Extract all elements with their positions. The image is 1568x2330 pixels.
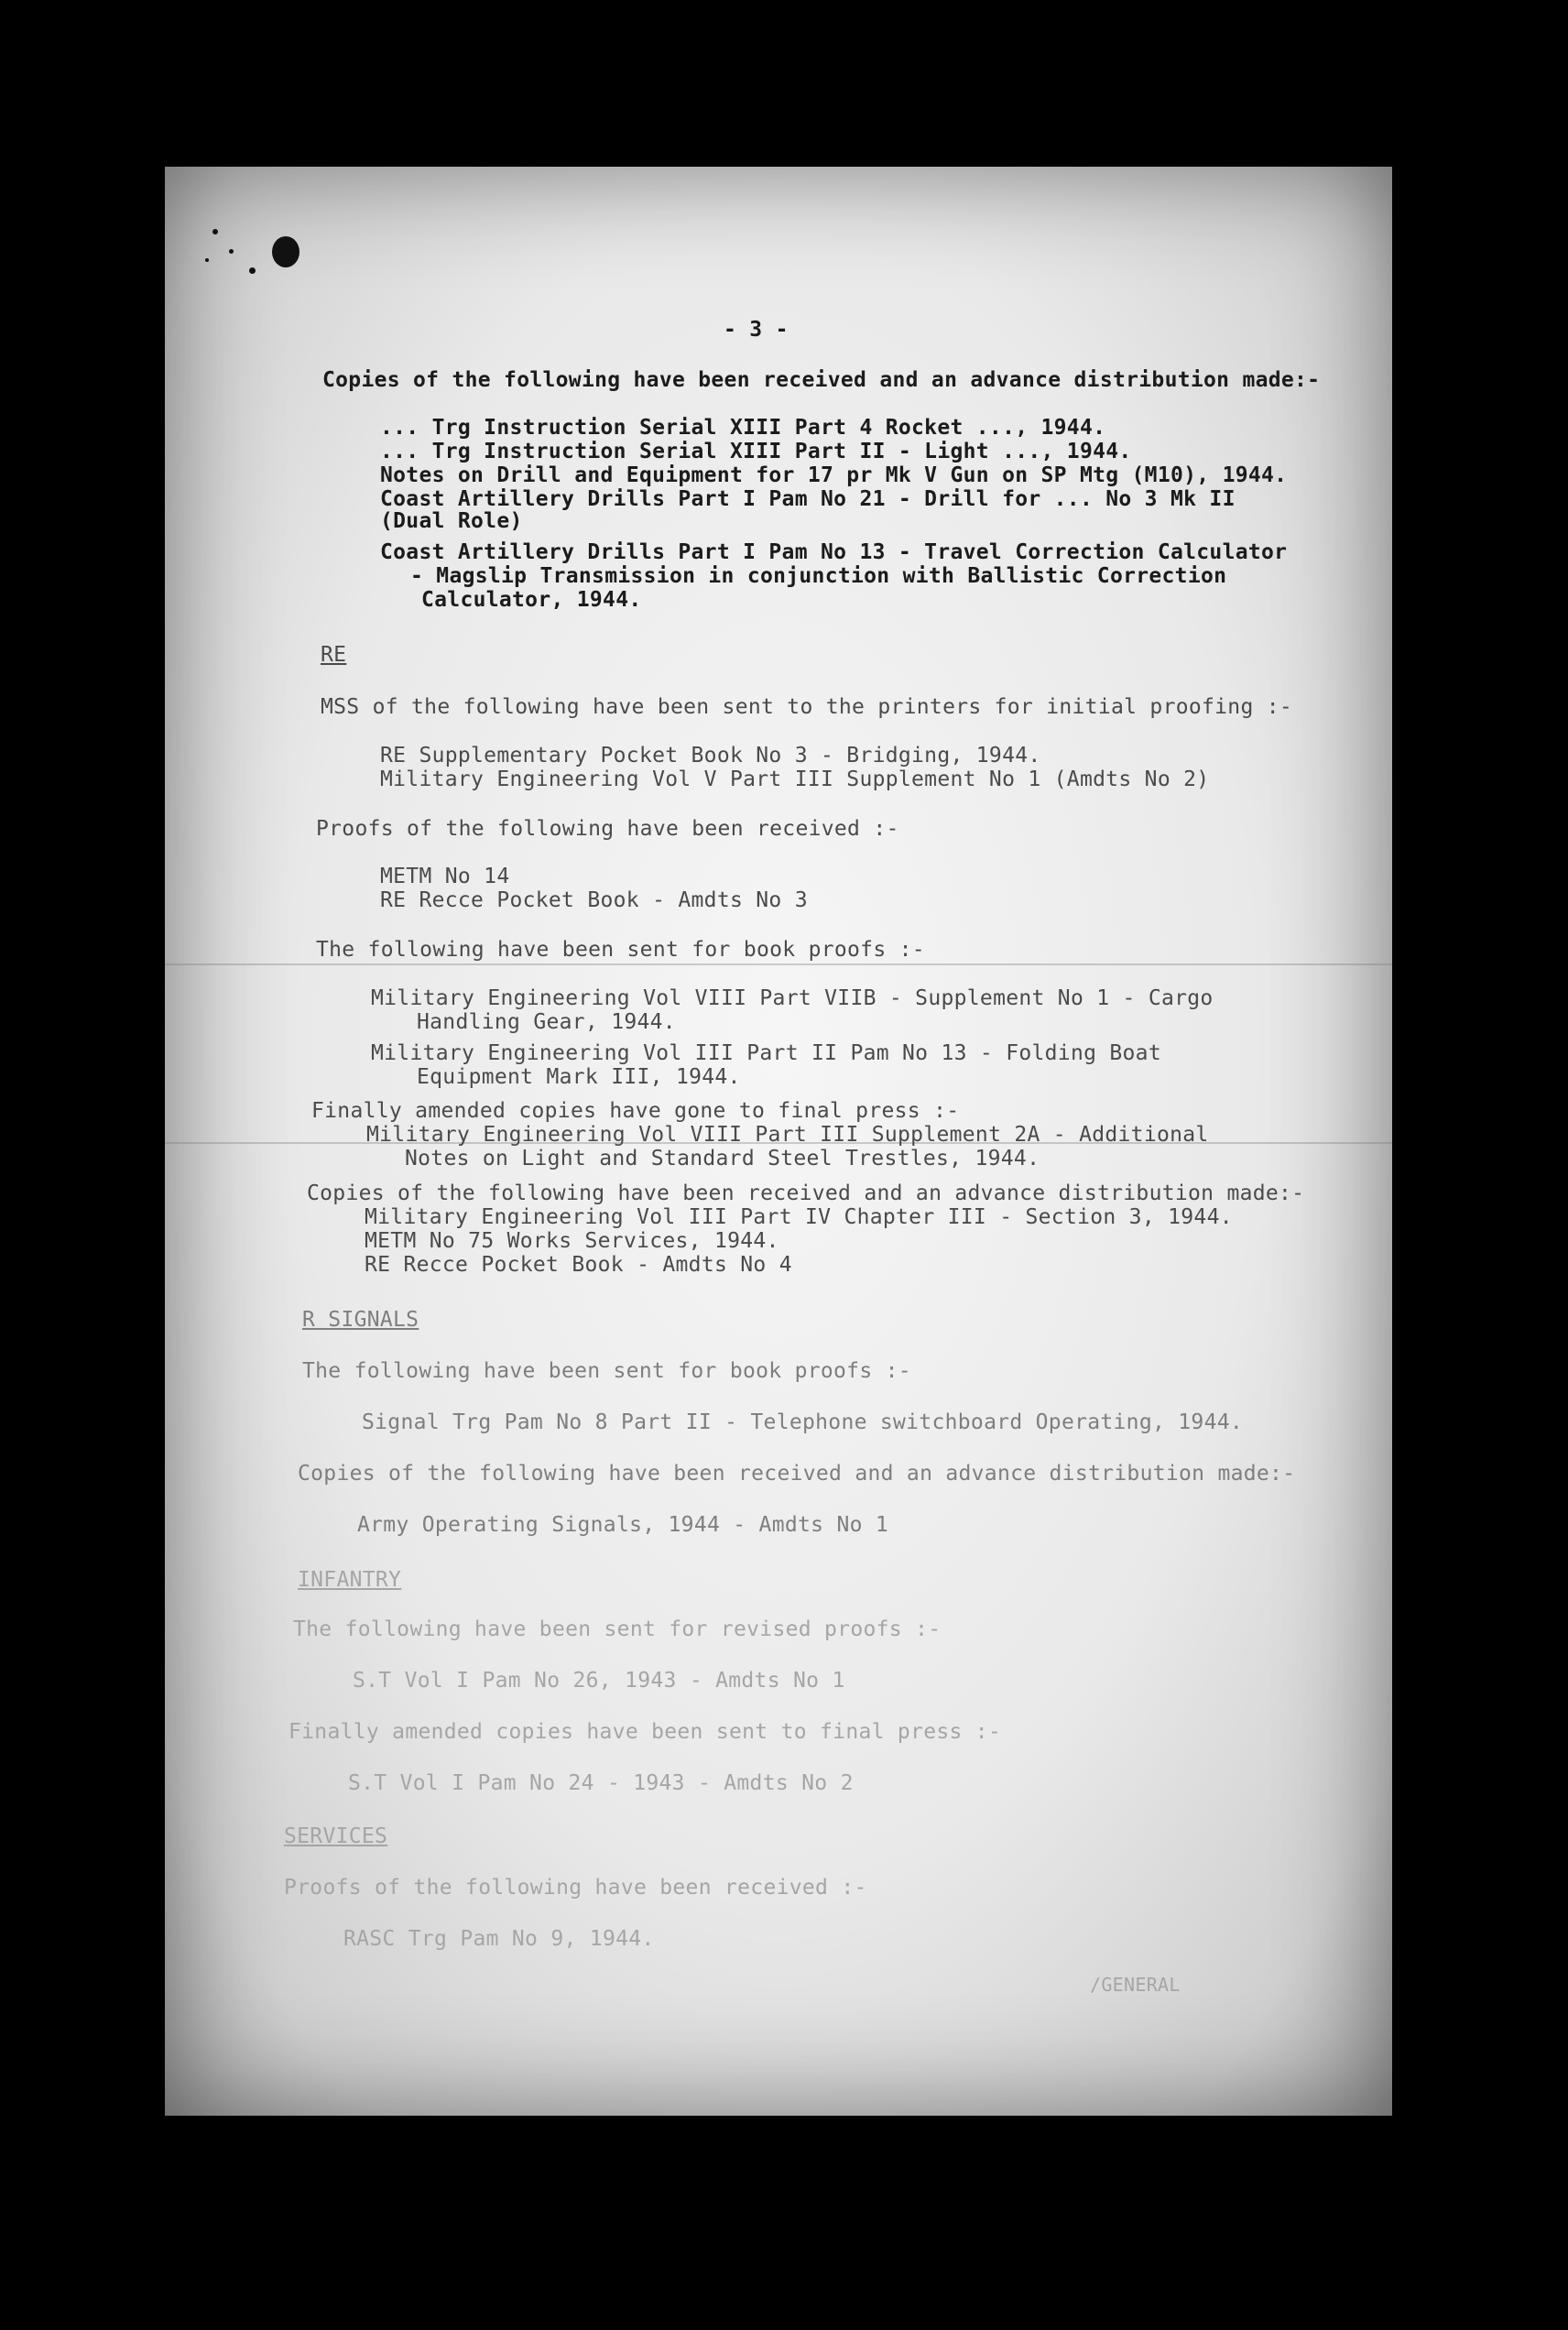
ink-blot	[272, 236, 299, 267]
signals-book-proofs-item: Signal Trg Pam No 8 Part II - Telephone switchboard Operating, 1944.	[362, 1410, 1244, 1434]
services-proofs-item: RASC Trg Pam No 9, 1944.	[343, 1927, 655, 1951]
infantry-revised-item: S.T Vol I Pam No 26, 1943 - Amdts No 1	[353, 1669, 845, 1693]
ink-speck	[212, 229, 218, 234]
re-proofs-item: METM No 14	[380, 865, 510, 888]
re-book-proofs-item: Handling Gear, 1944.	[417, 1010, 676, 1034]
ra-item: Notes on Drill and Equipment for 17 pr Mk V Gun on SP Mtg (M10), 1944.	[380, 463, 1288, 487]
ra-item: (Dual Role)	[380, 509, 523, 533]
ink-speck	[229, 249, 234, 254]
ra-item: Coast Artillery Drills Part I Pam No 21 - Drill for ... No 3 Mk II	[380, 487, 1236, 511]
signals-distribution-item: Army Operating Signals, 1944 - Amdts No 1	[357, 1513, 889, 1537]
re-distribution-intro: Copies of the following have been received and an advance distribution made:-	[307, 1181, 1305, 1205]
ra-item: Calculator, 1944.	[421, 588, 642, 612]
re-final-press-item: Military Engineering Vol VIII Part III Supplement 2A - Additional	[366, 1123, 1209, 1147]
ink-speck	[205, 258, 209, 262]
document-page	[165, 167, 1392, 2116]
ra-item: ... Trg Instruction Serial XIII Part II - Light ..., 1944.	[380, 440, 1132, 463]
re-book-proofs-item: Military Engineering Vol III Part II Pam No 13 - Folding Boat	[371, 1041, 1161, 1065]
re-printers-item: RE Supplementary Pocket Book No 3 - Bridging, 1944.	[380, 744, 1041, 768]
page-number: - 3 -	[724, 318, 789, 342]
re-book-proofs-intro: The following have been sent for book proofs :-	[316, 938, 925, 962]
ra-item: - Magslip Transmission in conjunction with Ballistic Correction	[410, 564, 1227, 588]
re-printers-item: Military Engineering Vol V Part III Supplement No 1 (Amdts No 2)	[380, 768, 1210, 791]
footer-reference: /GENERAL	[1090, 1974, 1181, 1996]
re-distribution-item: METM No 75 Works Services, 1944.	[365, 1229, 779, 1253]
signals-heading: R SIGNALS	[302, 1308, 419, 1332]
re-proofs-item: RE Recce Pocket Book - Amdts No 3	[380, 888, 808, 912]
ra-intro: Copies of the following have been received and an advance distribution made:-	[322, 368, 1321, 392]
services-proofs-intro: Proofs of the following have been received :-	[284, 1876, 867, 1900]
infantry-final-item: S.T Vol I Pam No 24 - 1943 - Amdts No 2	[348, 1771, 854, 1795]
ink-speck	[249, 267, 256, 274]
re-book-proofs-item: Equipment Mark III, 1944.	[417, 1065, 741, 1089]
re-final-press-item: Notes on Light and Standard Steel Trestles, 1944.	[405, 1147, 1040, 1170]
infantry-final-intro: Finally amended copies have been sent to final press :-	[289, 1720, 1002, 1744]
re-book-proofs-item: Military Engineering Vol VIII Part VIIB - Supplement No 1 - Cargo	[371, 986, 1214, 1010]
signals-book-proofs-intro: The following have been sent for book proofs :-	[302, 1359, 911, 1383]
re-distribution-item: Military Engineering Vol III Part IV Chapter III - Section 3, 1944.	[365, 1205, 1233, 1229]
signals-distribution-intro: Copies of the following have been received and an advance distribution made:-	[298, 1462, 1296, 1486]
re-heading: RE	[321, 643, 347, 667]
re-proofs-intro: Proofs of the following have been received :-	[316, 817, 899, 841]
re-printers-intro: MSS of the following have been sent to the printers for initial proofing :-	[321, 695, 1293, 719]
services-heading: SERVICES	[284, 1824, 388, 1848]
infantry-revised-intro: The following have been sent for revised proofs :-	[293, 1617, 942, 1641]
re-final-press-intro: Finally amended copies have gone to final press :-	[311, 1099, 960, 1123]
ra-item: Coast Artillery Drills Part I Pam No 13 - Travel Correction Calculator	[380, 540, 1288, 564]
infantry-heading: INFANTRY	[298, 1568, 402, 1592]
re-distribution-item: RE Recce Pocket Book - Amdts No 4	[365, 1253, 792, 1277]
ra-item: ... Trg Instruction Serial XIII Part 4 Rocket ..., 1944.	[380, 416, 1106, 440]
fold-crease	[165, 964, 1392, 965]
